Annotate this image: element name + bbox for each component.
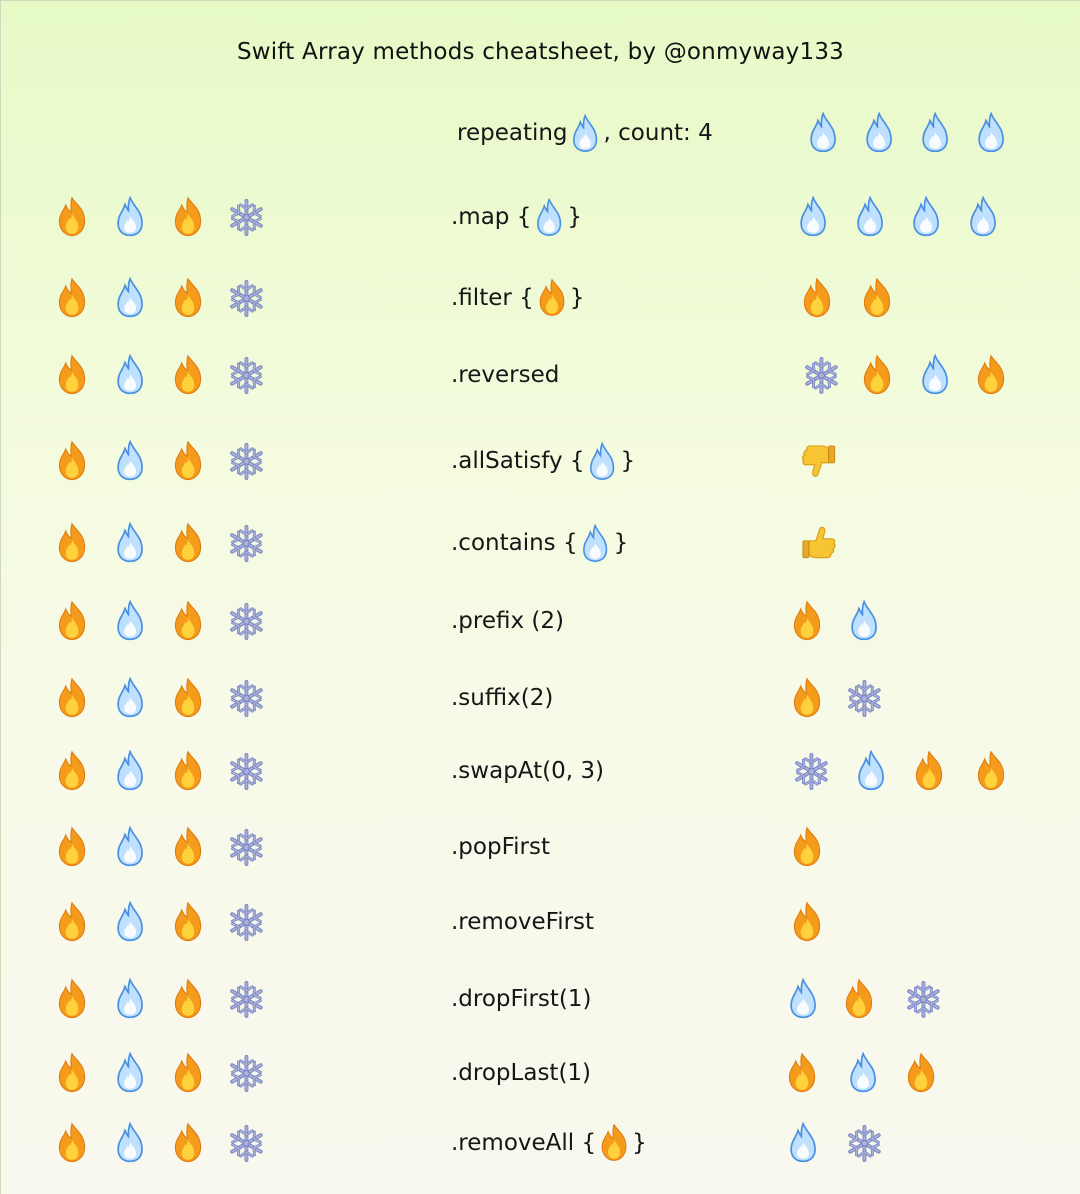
fire-icon [54, 978, 90, 1019]
output-item [774, 973, 832, 1025]
fire-icon [789, 677, 825, 718]
row-dropLast [1, 1043, 1080, 1103]
droplet-icon [786, 978, 820, 1019]
input-item [159, 745, 217, 797]
row-removeFirst [1, 892, 1080, 952]
input-item [217, 272, 275, 324]
method-text: } [613, 530, 629, 556]
output-item [834, 1047, 892, 1099]
fire-icon [859, 277, 895, 318]
input-item [101, 191, 159, 243]
method-label [451, 892, 594, 952]
output-item [841, 191, 899, 243]
method-text: } [632, 1130, 647, 1156]
fire-icon [170, 277, 206, 318]
droplet-icon [113, 1052, 147, 1093]
input-item [43, 1047, 101, 1099]
fire-icon [170, 440, 206, 481]
method-text: } [569, 285, 585, 311]
method-text: .allSatisfy { [451, 448, 585, 474]
fire-icon [170, 826, 206, 867]
output-item [892, 1047, 950, 1099]
output-item [835, 672, 893, 724]
input-item [101, 896, 159, 948]
snowflake-icon [227, 602, 266, 641]
droplet-icon [966, 196, 1000, 237]
input-item [43, 349, 101, 401]
method-argument [579, 520, 613, 566]
output-item [794, 107, 852, 159]
fire-icon [170, 978, 206, 1019]
fire-icon [903, 1052, 939, 1093]
output-item [962, 349, 1020, 401]
snowflake-icon [227, 980, 266, 1019]
input-item [159, 1117, 217, 1169]
snowflake-icon [227, 442, 266, 481]
snowflake-icon [227, 524, 266, 563]
row-swapAt [1, 741, 1080, 801]
fire-icon [535, 278, 569, 317]
fire-icon [789, 600, 825, 641]
method-label [457, 103, 713, 163]
row-contains [1, 513, 1080, 573]
fire-icon [170, 600, 206, 641]
output-item [894, 973, 952, 1025]
input-item [159, 517, 217, 569]
output-item [830, 973, 888, 1025]
input-item [43, 745, 101, 797]
droplet-icon [569, 114, 601, 153]
output-item [782, 745, 840, 797]
fire-icon [597, 1123, 631, 1162]
fire-icon [170, 522, 206, 563]
input-item [159, 672, 217, 724]
input-item [217, 1117, 275, 1169]
method-label [451, 268, 584, 328]
row-dropFirst [1, 969, 1080, 1029]
method-text: .dropFirst(1) [451, 986, 592, 1012]
input-array [43, 1043, 275, 1103]
fire-icon [841, 978, 877, 1019]
input-item [101, 973, 159, 1025]
droplet-icon [853, 196, 887, 237]
method-label [451, 513, 628, 573]
droplet-icon [846, 1052, 880, 1093]
method-argument [532, 194, 566, 240]
input-item [217, 517, 275, 569]
method-text: .suffix(2) [451, 685, 554, 711]
method-label [451, 668, 553, 728]
input-item [43, 973, 101, 1025]
droplet-icon [113, 354, 147, 395]
method-text: .map { [451, 204, 532, 230]
droplet-icon [113, 522, 147, 563]
fire-icon [170, 901, 206, 942]
snowflake-icon [227, 752, 266, 791]
snowflake-icon [792, 752, 831, 791]
output-item [954, 191, 1012, 243]
method-text: .dropLast(1) [451, 1060, 592, 1086]
method-text: .filter { [451, 285, 534, 311]
row-allSatisfy [1, 431, 1080, 491]
input-array [43, 431, 275, 491]
output-item [792, 349, 850, 401]
fire-icon [170, 1122, 206, 1163]
output-item [778, 896, 836, 948]
method-text: .swapAt(0, 3) [451, 758, 604, 784]
row-removeAll [1, 1113, 1080, 1173]
input-item [159, 595, 217, 647]
thumbs-up-icon [799, 523, 839, 563]
method-text: .prefix (2) [451, 608, 565, 634]
input-item [43, 272, 101, 324]
droplet-icon [113, 600, 147, 641]
fire-icon [54, 600, 90, 641]
droplet-icon [862, 112, 896, 153]
fire-icon [54, 277, 90, 318]
snowflake-icon [845, 1124, 884, 1163]
output-item [774, 1117, 832, 1169]
output-item [784, 191, 842, 243]
fire-icon [973, 750, 1009, 791]
fire-icon [54, 1052, 90, 1093]
fire-icon [784, 1052, 820, 1093]
row-popFirst [1, 817, 1080, 877]
method-text: } [567, 204, 582, 230]
method-label [451, 817, 550, 877]
input-array [43, 969, 275, 1029]
fire-icon [799, 277, 835, 318]
droplet-icon [918, 112, 952, 153]
input-array [43, 345, 275, 405]
input-item [101, 595, 159, 647]
output-item [906, 107, 964, 159]
page-title: Swift Array methods cheatsheet, by @onmyway133 [237, 39, 844, 65]
droplet-icon [113, 196, 147, 237]
input-array [43, 668, 275, 728]
snowflake-icon [227, 356, 266, 395]
input-item [217, 973, 275, 1025]
droplet-icon [796, 196, 830, 237]
fire-icon [911, 750, 947, 791]
input-item [101, 1047, 159, 1099]
input-array [43, 268, 275, 328]
snowflake-icon [227, 679, 266, 718]
input-item [217, 349, 275, 401]
input-item [217, 821, 275, 873]
row-prefix [1, 591, 1080, 651]
output-item [897, 191, 955, 243]
input-array [43, 591, 275, 651]
droplet-icon [533, 198, 565, 237]
output-item [962, 745, 1020, 797]
droplet-icon [113, 677, 147, 718]
fire-icon [54, 196, 90, 237]
input-item [43, 821, 101, 873]
droplet-icon [113, 1122, 147, 1163]
fire-icon [170, 1052, 206, 1093]
snowflake-icon [845, 679, 884, 718]
thumbs-down-icon [799, 441, 839, 481]
output-item [835, 595, 893, 647]
snowflake-icon [904, 980, 943, 1019]
input-item [217, 672, 275, 724]
fire-icon [170, 354, 206, 395]
droplet-icon [113, 901, 147, 942]
input-item [159, 435, 217, 487]
droplet-icon [113, 750, 147, 791]
input-array [43, 892, 275, 952]
output-item [835, 1117, 893, 1169]
input-item [101, 349, 159, 401]
row-suffix [1, 668, 1080, 728]
output-item [788, 272, 846, 324]
input-item [43, 672, 101, 724]
output-item [790, 517, 848, 569]
method-argument [535, 275, 569, 321]
output-item [778, 595, 836, 647]
input-item [217, 595, 275, 647]
fire-icon [170, 677, 206, 718]
droplet-icon [113, 277, 147, 318]
snowflake-icon [227, 828, 266, 867]
input-item [159, 973, 217, 1025]
droplet-icon [586, 442, 618, 481]
method-text: .removeFirst [451, 909, 595, 935]
snowflake-icon [227, 1124, 266, 1163]
fire-icon [170, 196, 206, 237]
input-array [43, 817, 275, 877]
method-argument [586, 438, 620, 484]
output-item [848, 272, 906, 324]
output-item [900, 745, 958, 797]
method-label [451, 187, 582, 247]
fire-icon [789, 826, 825, 867]
method-text: .popFirst [451, 834, 550, 860]
input-item [159, 272, 217, 324]
input-item [43, 191, 101, 243]
input-item [217, 435, 275, 487]
droplet-icon [786, 1122, 820, 1163]
input-array [43, 741, 275, 801]
output-item [906, 349, 964, 401]
snowflake-icon [227, 279, 266, 318]
input-item [217, 191, 275, 243]
input-array [43, 1113, 275, 1173]
fire-icon [54, 750, 90, 791]
droplet-icon [909, 196, 943, 237]
fire-icon [859, 354, 895, 395]
fire-icon [54, 1122, 90, 1163]
input-array [43, 187, 275, 247]
droplet-icon [974, 112, 1008, 153]
row-reversed [1, 345, 1080, 405]
output-item [778, 672, 836, 724]
fire-icon [54, 826, 90, 867]
method-label [451, 969, 592, 1029]
input-item [159, 821, 217, 873]
fire-icon [54, 522, 90, 563]
input-item [101, 672, 159, 724]
row-repeating [1, 103, 1080, 163]
input-item [43, 896, 101, 948]
droplet-icon [847, 600, 881, 641]
input-item [101, 821, 159, 873]
fire-icon [54, 901, 90, 942]
output-item [778, 821, 836, 873]
input-item [159, 1047, 217, 1099]
droplet-icon [113, 978, 147, 1019]
output-item [848, 349, 906, 401]
fire-icon [170, 750, 206, 791]
droplet-icon [918, 354, 952, 395]
input-item [217, 896, 275, 948]
method-argument [569, 110, 603, 156]
input-item [101, 435, 159, 487]
input-item [43, 1117, 101, 1169]
input-item [43, 517, 101, 569]
method-text: , count: 4 [603, 120, 713, 146]
input-item [159, 349, 217, 401]
output-item [842, 745, 900, 797]
method-text: .contains { [451, 530, 578, 556]
input-item [159, 896, 217, 948]
method-label [451, 1043, 591, 1103]
input-item [101, 745, 159, 797]
input-item [43, 435, 101, 487]
snowflake-icon [227, 1054, 266, 1093]
droplet-icon [579, 524, 611, 563]
row-map [1, 187, 1080, 247]
input-item [101, 1117, 159, 1169]
row-filter [1, 268, 1080, 328]
method-label [451, 431, 635, 491]
output-item [962, 107, 1020, 159]
output-item [790, 435, 848, 487]
input-item [43, 595, 101, 647]
fire-icon [54, 440, 90, 481]
method-argument [597, 1120, 631, 1166]
fire-icon [54, 677, 90, 718]
method-text: } [620, 448, 636, 474]
output-item [850, 107, 908, 159]
snowflake-icon [227, 198, 266, 237]
input-item [217, 1047, 275, 1099]
method-text: repeating [457, 120, 568, 146]
fire-icon [54, 354, 90, 395]
method-label [451, 741, 604, 801]
droplet-icon [113, 440, 147, 481]
method-text: .reversed [451, 362, 560, 388]
input-array [43, 513, 275, 573]
snowflake-icon [802, 356, 841, 395]
method-label [451, 591, 564, 651]
droplet-icon [854, 750, 888, 791]
input-item [159, 191, 217, 243]
method-text: .removeAll { [451, 1130, 597, 1156]
input-item [217, 745, 275, 797]
input-item [101, 517, 159, 569]
droplet-icon [113, 826, 147, 867]
method-label [451, 345, 559, 405]
snowflake-icon [227, 903, 266, 942]
output-item [773, 1047, 831, 1099]
fire-icon [973, 354, 1009, 395]
fire-icon [789, 901, 825, 942]
input-item [101, 272, 159, 324]
method-label [451, 1113, 647, 1173]
droplet-icon [806, 112, 840, 153]
